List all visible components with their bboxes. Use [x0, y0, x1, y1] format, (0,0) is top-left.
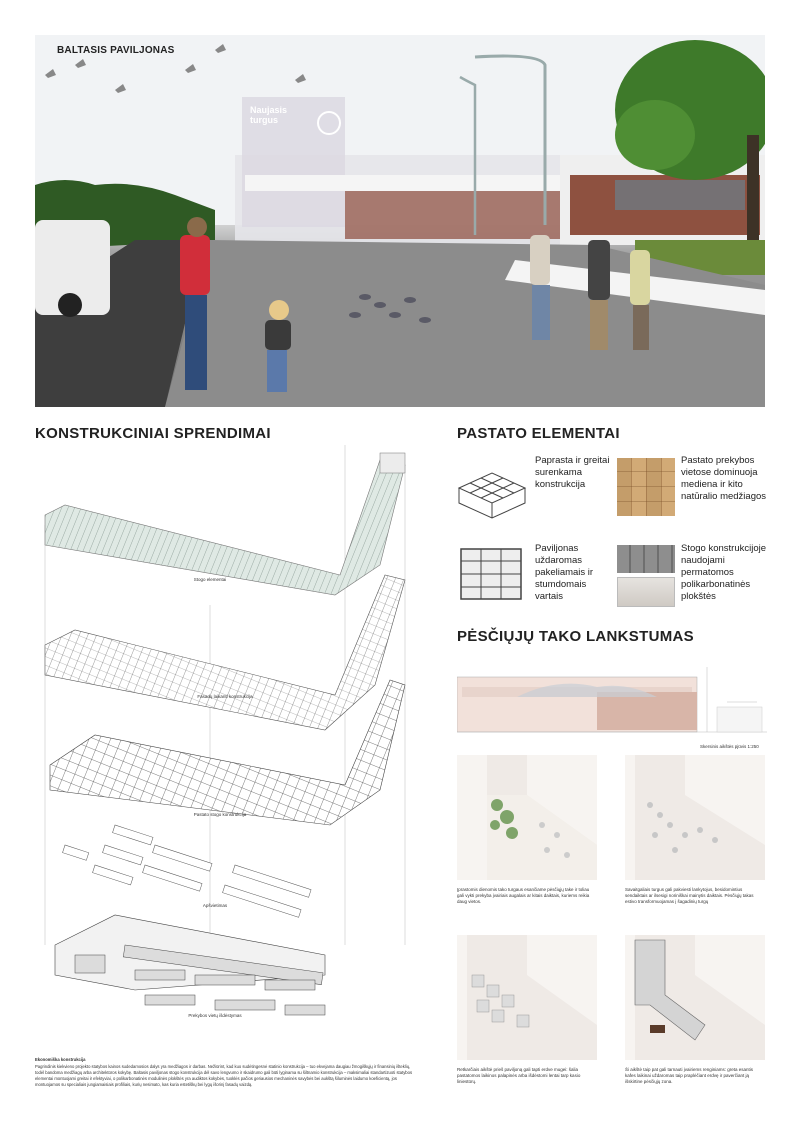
plan-weekday: [457, 755, 597, 880]
hero-title: BALTASIS PAVILJONAS: [57, 45, 175, 56]
section-elevation: [457, 657, 767, 737]
pavilion-sign: Naujasis turgus: [250, 105, 288, 125]
layer-label-roof-structure: Pastato stogo konstrukcija: [193, 812, 247, 817]
plan-caption-event: Ši aikštė taip pat gali tarnauti įvairiems renginiams: greta esantis kafes laikinai uždaromas taip praplėčiant erdvę ir paverčiant ją išskirtine pėsčiųjų zona.: [625, 1067, 754, 1084]
hero-rendering: [35, 35, 765, 407]
plan-caption-weekday: Įprastomis dienomis tako turgaus esančiame pėsčiųjų take ir toliau gali vykti prekyba įvairiais augalais ar kitais daiktais, kuriems reikia daug vietos.: [457, 887, 590, 904]
plan-caption-weekend: Savaitgaliais turgus gali pakviesti lankytojus, besidomintius sendaiktais ar ilsesigi noriniškai mainytis daiktais. Pėsčiųjų takas estivo transformuojamas į šagadinių turgų: [625, 887, 754, 904]
section-title-construction: KONSTRUKCINIAI SPRENDIMAI: [35, 425, 271, 442]
polycarbonate-icon: [617, 545, 675, 607]
gate-icon: [460, 548, 522, 600]
economics-body: Pagrindinis kiekvieno projekto statybos kainos sudedamosios dalys yra medžiagos ir darbas. Nežiūrint, kad kuo sudėtingesnė statinio konstrukcija – tuo ekvejama daugiau žmogiškųjų ir finansinių išteklių, todėl bandoma medžiagų arba architektūros kokybę. Baltasis paviljonas stogo konstrukcija dėl savo lengvumo ir skaidrumo gali būti lyginama su šiltnamio konstrukcija – maksimaliai standartizuoti statybos elementai montuojami greitai ir efektyviai, o polikarbonatinės modulinės plokštės yra audiktos kokybės, tuoklės pačios geriausios mechaninės savybės bei aukštą šiluminės laidumo koeficientą, jos montuojamos su specialiais jungiamaisiais profiliais, kurių nesimato, kas kuria estetiškų bei lygų išorinį fasadų vaizdą.: [35, 1064, 413, 1087]
grid-structure-icon: [457, 468, 527, 526]
section-title-elements: PASTATO ELEMENTAI: [457, 425, 620, 442]
layer-label-stall-layout: Prekybos vietų išdėstymas: [188, 1013, 242, 1018]
layer-label-roof-elements: Stogo elementai: [193, 577, 227, 582]
plan-weekend: [625, 755, 765, 880]
element-text-materials: Pastato prekybos vietose dominuoja mediena ir kito natūralio medžiagos: [681, 455, 767, 502]
elevation-caption: Skersinis aikštės pjūvis 1:250: [700, 744, 759, 749]
layer-label-facade-structure: Fasadų laikanti konstrukcija: [197, 694, 253, 699]
plan-caption-fair: Retkarčiais aikštė prieš paviljoną gali tapti erdve mugei: šalia pastatomos laikinos palapinės arba išdėstomi lentai tarp kasio liniestūrų.: [457, 1067, 581, 1084]
element-text-roof: Stogo konstrukcijoje naudojami permatomos polikarbonatinės plokštės: [681, 543, 767, 602]
element-text-structure: Paprasta ir greitai surenkama konstrukcija: [535, 455, 610, 490]
economics-title: Ekonomiška konstrukcija: [35, 1057, 86, 1062]
wood-texture-icon: [617, 458, 675, 516]
element-text-gates: Paviljonas uždaromas pakeliamais ir stumdomais vartais: [535, 543, 594, 602]
layer-label-lighting: Apšvietimas: [202, 903, 228, 908]
exploded-axonometric: [35, 445, 415, 1045]
section-title-pedestrian: PĖSČIŲJŲ TAKO LANKSTUMAS: [457, 628, 694, 645]
plan-event: [625, 935, 765, 1060]
plan-fair: [457, 935, 597, 1060]
hero-scene: [35, 35, 765, 407]
pavilion-logo-icon: [317, 111, 341, 135]
